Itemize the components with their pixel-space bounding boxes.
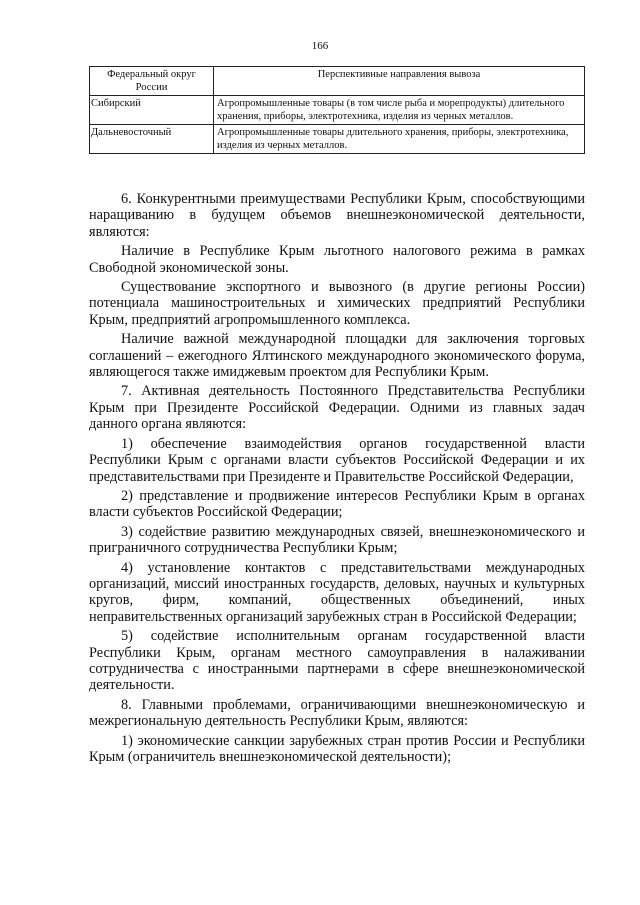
export-directions-table xyxy=(89,66,585,154)
column-header-directions: Перспективные направления вывоза xyxy=(214,67,585,96)
column-header-district: Федеральный округ России xyxy=(90,67,214,96)
paragraph: 4) установление контактов с представительствами международных организаций, миссий иностранных государств, деловых, научных и культурных кругов, фирм, компаний, общественных объединений, иных неправительственных организаций зарубежных стран в Российской Федерации; xyxy=(89,559,585,625)
table-cell-district: Дальневосточный xyxy=(90,125,214,154)
paragraph: 6. Конкурентными преимуществами Республики Крым, способствующими наращиванию в будущем объемов внешнеэкономической деятельности, являются: xyxy=(89,191,585,240)
paragraph: Существование экспортного и вывозного (в другие регионы России) потенциала машиностроительных и химических предприятий Республики Крым, предприятий агропромышленного комплекса. xyxy=(89,279,585,328)
paragraph: 3) содействие развитию международных связей, внешнеэкономического и приграничного сотрудничества Республики Крым; xyxy=(89,523,585,557)
table-row xyxy=(90,125,585,154)
paragraph: 8. Главными проблемами, ограничивающими внешнеэкономическую и межрегиональную деятельность Республики Крым, являются: xyxy=(89,696,585,730)
paragraph: 1) обеспечение взаимодействия органов государственной власти Республики Крым с органами власти субъектов Российской Федерации и их представительствами при Президенте и Правительстве Российской Федерации, xyxy=(89,435,585,485)
table-cell-directions: Агропромышленные товары длительного хранения, приборы, электротехника, изделия из черных металлов. xyxy=(214,125,585,154)
paragraph: Наличие важной международной площадки для заключения торговых соглашений – ежегодного Ялтинского международного экономического форума, являющегося также имиджевым проектом для Республики Крым. xyxy=(89,331,585,381)
paragraph: Наличие в Республике Крым льготного налогового режима в рамках Свободной экономической зоны. xyxy=(89,243,585,276)
paragraph: 7. Активная деятельность Постоянного Представительства Республики Крым при Президенте Российской Федерации. Одними из главных задач данного органа являются: xyxy=(89,383,585,433)
table-cell-directions: Агропромышленные товары (в том числе рыба и морепродукты) длительного хранения, приборы, электротехника, изделия из черных металлов. xyxy=(214,96,585,125)
table-row xyxy=(90,96,585,125)
table-cell-district: Сибирский xyxy=(90,96,214,125)
paragraph: 5) содействие исполнительным органам государственной власти Республики Крым, органам местного самоуправления в налаживании сотрудничества с иностранными партнерами в сфере внешнеэкономической деятельности. xyxy=(89,628,585,694)
paragraph: 2) представление и продвижение интересов Республики Крым в органах власти субъектов Российской Федерации; xyxy=(89,487,585,521)
page-number: 166 xyxy=(311,40,329,52)
body-text xyxy=(89,191,585,768)
paragraph: 1) экономические санкции зарубежных стран против России и Республики Крым (ограничитель внешнеэкономической деятельности); xyxy=(89,732,585,765)
table-header-row xyxy=(90,67,585,96)
